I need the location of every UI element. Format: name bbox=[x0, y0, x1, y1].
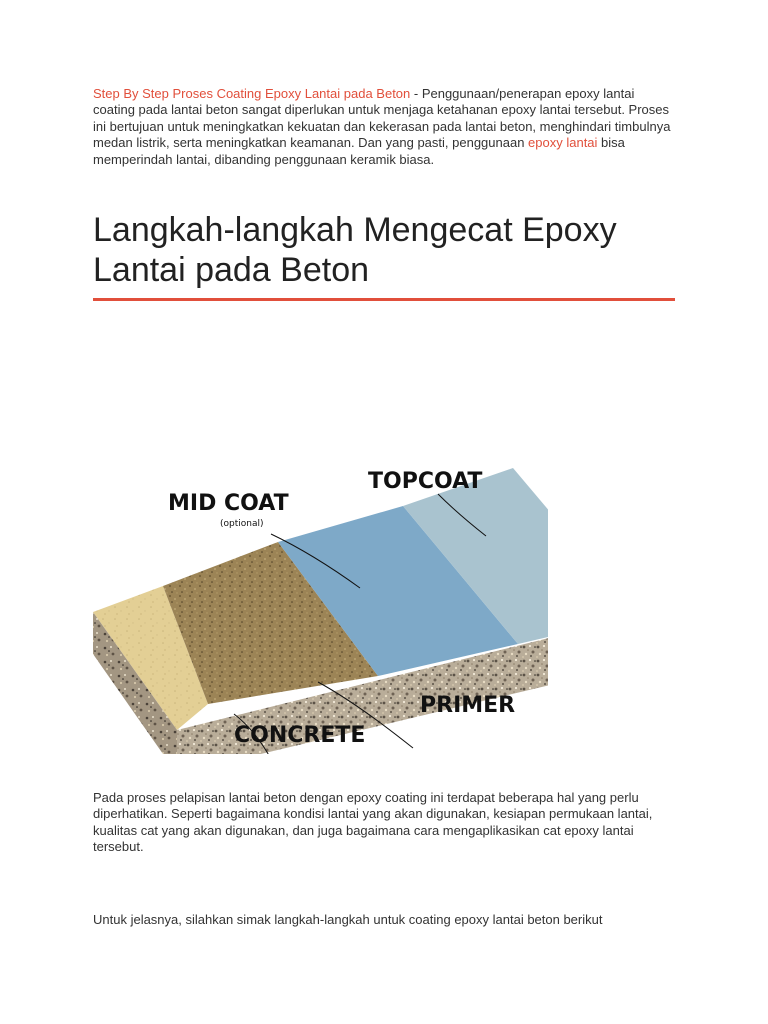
midcoat-label: MID COAT bbox=[168, 491, 289, 516]
heading-divider bbox=[93, 298, 675, 301]
p1-line-1: Pada proses pelapisan lantai beton dengan epoxy coating ini terdapat beberapa hal yang perlu bbox=[93, 790, 639, 805]
primer-label: PRIMER bbox=[420, 693, 516, 718]
p1-line-2: diperhatikan. Seperti bagaimana kondisi lantai yang akan digunakan, kesiapan permukaan lantai, bbox=[93, 806, 653, 822]
topcoat-label: TOPCOAT bbox=[368, 469, 483, 494]
body-paragraph-2 bbox=[93, 912, 693, 928]
optional-label: (optional) bbox=[220, 519, 264, 529]
concrete-label: CONCRETE bbox=[234, 723, 366, 748]
intro-paragraph bbox=[93, 86, 678, 168]
p1-line-3: kualitas cat yang akan digunakan, dan juga bagaimana cara mengaplikasikan cat epoxy lantai tersebut. bbox=[93, 822, 634, 855]
title-link[interactable]: Step By Step Proses Coating Epoxy Lantai pada Beton bbox=[93, 86, 411, 101]
lower-labels bbox=[88, 640, 548, 750]
intro-text-2: bisa memperindah lantai, dibanding penggunaan keramik biasa. bbox=[93, 135, 625, 167]
epoxy-lantai-link[interactable]: epoxy lantai bbox=[528, 135, 598, 151]
p2-text: Untuk jelasnya, silahkan simak langkah-langkah untuk coating epoxy lantai beton berikut bbox=[93, 912, 603, 927]
body-paragraph-1 bbox=[93, 790, 678, 856]
section-heading: Langkah-langkah Mengecat Epoxy Lantai pada Beton bbox=[93, 211, 617, 289]
article bbox=[93, 86, 678, 529]
intro-text-1: - Penggunaan/penerapan epoxy lantai coating pada lantai beton sangat diperlukan untuk menjaga ketahanan epoxy lantai tersebut. Proses ini bertujuan untuk meningkatkan kekuatan dan kekerasan pada lantai beton, menghindari timbulnya medan listrik, serta meningkatkan keamanan. Dan yang pasti, penggunaan bbox=[93, 86, 671, 151]
